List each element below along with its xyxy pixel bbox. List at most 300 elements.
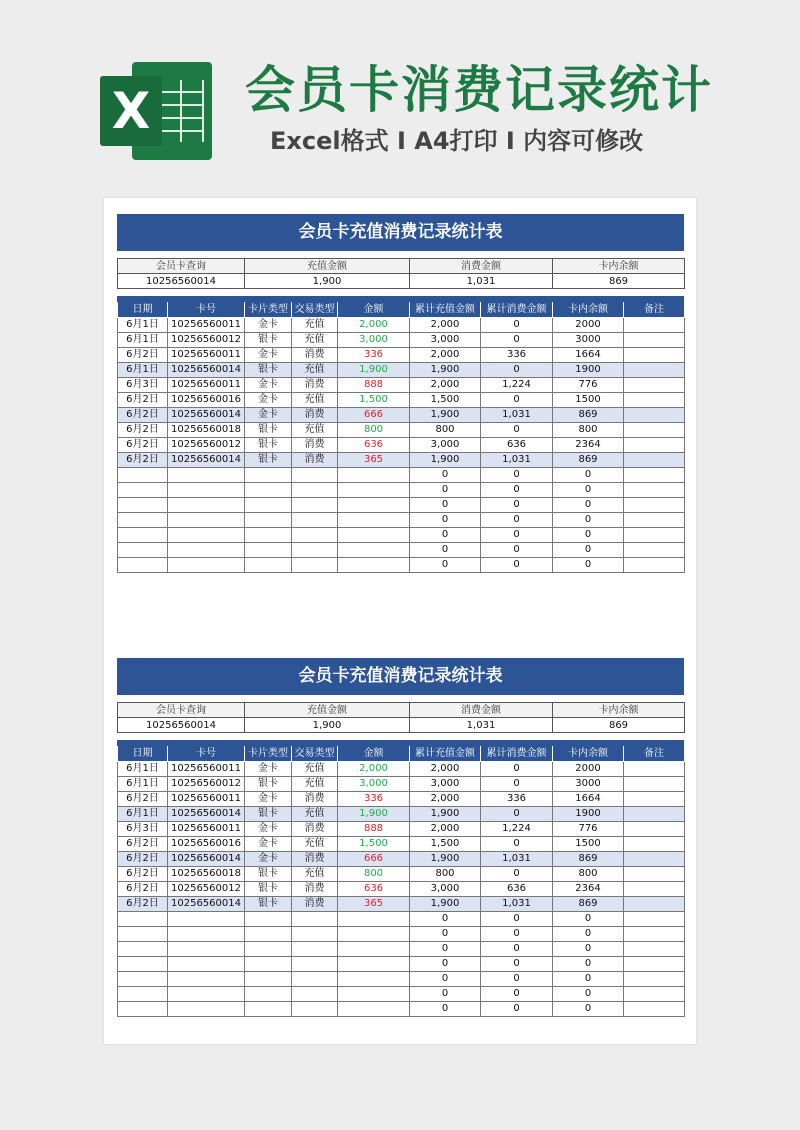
cell-date[interactable]: 6月2日 [118,392,168,407]
cell-amount[interactable]: 2,000 [338,317,410,332]
cell-date[interactable] [118,941,168,956]
cell-amount[interactable]: 1,500 [338,392,410,407]
cell-total-charge[interactable]: 1,900 [410,452,481,467]
cell-remark[interactable] [624,791,685,806]
cell-date[interactable]: 6月2日 [118,407,168,422]
cell-date[interactable]: 6月2日 [118,791,168,806]
cell-total-spend[interactable]: 0 [481,986,553,1001]
cell-transaction-type[interactable] [292,467,338,482]
cell-card-type[interactable]: 银卡 [245,881,292,896]
cell-date[interactable]: 6月2日 [118,881,168,896]
cell-total-spend[interactable]: 0 [481,362,553,377]
cell-transaction-type[interactable]: 消费 [292,881,338,896]
cell-amount[interactable] [338,512,410,527]
cell-card-type[interactable]: 金卡 [245,317,292,332]
cell-total-charge[interactable]: 2,000 [410,317,481,332]
cell-amount[interactable]: 1,500 [338,836,410,851]
cell-balance[interactable]: 869 [553,896,624,911]
cell-total-spend[interactable]: 636 [481,437,553,452]
cell-balance[interactable]: 2364 [553,881,624,896]
cell-balance[interactable]: 0 [553,542,624,557]
cell-amount[interactable]: 365 [338,452,410,467]
cell-transaction-type[interactable]: 充值 [292,317,338,332]
cell-remark[interactable] [624,941,685,956]
cell-amount[interactable]: 3,000 [338,776,410,791]
cell-card-type[interactable]: 金卡 [245,761,292,776]
cell-balance[interactable]: 0 [553,497,624,512]
cell-total-spend[interactable]: 0 [481,392,553,407]
cell-card-type[interactable] [245,971,292,986]
cell-total-spend[interactable]: 0 [481,941,553,956]
cell-card-type[interactable] [245,557,292,572]
cell-card-number[interactable]: 10256560012 [168,881,245,896]
cell-total-spend[interactable]: 0 [481,542,553,557]
cell-transaction-type[interactable] [292,497,338,512]
cell-amount[interactable]: 800 [338,422,410,437]
cell-card-type[interactable]: 银卡 [245,332,292,347]
cell-card-type[interactable]: 金卡 [245,821,292,836]
cell-date[interactable] [118,557,168,572]
cell-card-type[interactable] [245,1001,292,1016]
cell-date[interactable]: 6月1日 [118,776,168,791]
cell-card-number[interactable] [168,542,245,557]
cell-amount[interactable] [338,926,410,941]
cell-card-number[interactable] [168,941,245,956]
cell-amount[interactable]: 636 [338,881,410,896]
cell-card-type[interactable]: 金卡 [245,791,292,806]
cell-date[interactable]: 6月2日 [118,437,168,452]
cell-date[interactable] [118,527,168,542]
cell-date[interactable]: 6月1日 [118,761,168,776]
cell-card-type[interactable]: 金卡 [245,392,292,407]
cell-balance[interactable]: 2000 [553,761,624,776]
cell-total-charge[interactable]: 0 [410,527,481,542]
cell-amount[interactable]: 336 [338,791,410,806]
cell-total-spend[interactable]: 0 [481,557,553,572]
cell-card-number[interactable]: 10256560011 [168,791,245,806]
cell-balance[interactable]: 776 [553,377,624,392]
cell-transaction-type[interactable]: 消费 [292,452,338,467]
cell-total-charge[interactable]: 0 [410,557,481,572]
cell-date[interactable]: 6月2日 [118,452,168,467]
cell-total-charge[interactable]: 2,000 [410,377,481,392]
cell-total-charge[interactable]: 3,000 [410,776,481,791]
cell-total-charge[interactable]: 0 [410,941,481,956]
cell-total-charge[interactable]: 1,900 [410,362,481,377]
cell-total-spend[interactable]: 0 [481,422,553,437]
cell-card-number[interactable] [168,557,245,572]
cell-total-charge[interactable]: 3,000 [410,881,481,896]
cell-card-type[interactable] [245,956,292,971]
cell-amount[interactable]: 666 [338,407,410,422]
cell-card-type[interactable]: 银卡 [245,362,292,377]
cell-balance[interactable]: 0 [553,911,624,926]
cell-remark[interactable] [624,392,685,407]
cell-card-type[interactable]: 银卡 [245,806,292,821]
cell-total-spend[interactable]: 0 [481,527,553,542]
cell-total-spend[interactable]: 0 [481,806,553,821]
cell-transaction-type[interactable] [292,512,338,527]
cell-remark[interactable] [624,896,685,911]
cell-card-number[interactable]: 10256560012 [168,332,245,347]
cell-balance[interactable]: 800 [553,422,624,437]
cell-transaction-type[interactable]: 消费 [292,437,338,452]
cell-date[interactable]: 6月2日 [118,866,168,881]
cell-transaction-type[interactable] [292,542,338,557]
cell-transaction-type[interactable]: 消费 [292,347,338,362]
cell-total-charge[interactable]: 1,900 [410,806,481,821]
cell-total-spend[interactable]: 0 [481,497,553,512]
cell-card-number[interactable]: 10256560014 [168,407,245,422]
cell-date[interactable]: 6月1日 [118,362,168,377]
cell-total-charge[interactable]: 0 [410,512,481,527]
cell-balance[interactable]: 1664 [553,791,624,806]
cell-amount[interactable] [338,482,410,497]
cell-card-type[interactable] [245,467,292,482]
cell-total-charge[interactable]: 3,000 [410,437,481,452]
cell-date[interactable] [118,542,168,557]
cell-transaction-type[interactable] [292,956,338,971]
cell-date[interactable] [118,497,168,512]
cell-total-charge[interactable]: 0 [410,542,481,557]
cell-total-charge[interactable]: 2,000 [410,761,481,776]
cell-card-number[interactable]: 10256560012 [168,437,245,452]
cell-total-spend[interactable]: 1,031 [481,851,553,866]
cell-remark[interactable] [624,851,685,866]
cell-date[interactable]: 6月2日 [118,896,168,911]
cell-total-charge[interactable]: 800 [410,866,481,881]
cell-remark[interactable] [624,926,685,941]
cell-total-spend[interactable]: 0 [481,776,553,791]
cell-total-spend[interactable]: 0 [481,956,553,971]
cell-amount[interactable]: 3,000 [338,332,410,347]
cell-amount[interactable] [338,956,410,971]
cell-amount[interactable]: 336 [338,347,410,362]
cell-remark[interactable] [624,821,685,836]
cell-card-number[interactable] [168,986,245,1001]
cell-total-spend[interactable]: 1,031 [481,452,553,467]
cell-card-number[interactable] [168,971,245,986]
cell-total-spend[interactable]: 0 [481,1001,553,1016]
cell-card-number[interactable] [168,956,245,971]
cell-transaction-type[interactable]: 充值 [292,392,338,407]
cell-total-charge[interactable]: 3,000 [410,332,481,347]
cell-card-type[interactable]: 银卡 [245,422,292,437]
cell-card-number[interactable] [168,482,245,497]
cell-card-number[interactable] [168,512,245,527]
cell-remark[interactable] [624,527,685,542]
cell-balance[interactable]: 0 [553,482,624,497]
cell-date[interactable]: 6月1日 [118,806,168,821]
cell-card-number[interactable] [168,926,245,941]
cell-total-charge[interactable]: 1,500 [410,836,481,851]
cell-remark[interactable] [624,836,685,851]
cell-remark[interactable] [624,377,685,392]
cell-card-type[interactable] [245,941,292,956]
cell-card-number[interactable]: 10256560011 [168,377,245,392]
cell-amount[interactable] [338,467,410,482]
cell-total-charge[interactable]: 2,000 [410,347,481,362]
cell-amount[interactable] [338,1001,410,1016]
summary-card-number-input[interactable]: 10256560014 [118,274,245,289]
cell-date[interactable] [118,971,168,986]
cell-transaction-type[interactable]: 充值 [292,332,338,347]
cell-card-number[interactable]: 10256560011 [168,761,245,776]
cell-amount[interactable] [338,986,410,1001]
cell-card-type[interactable]: 金卡 [245,407,292,422]
cell-remark[interactable] [624,467,685,482]
cell-date[interactable] [118,911,168,926]
cell-total-charge[interactable]: 1,500 [410,392,481,407]
cell-total-charge[interactable]: 800 [410,422,481,437]
cell-transaction-type[interactable]: 充值 [292,761,338,776]
cell-remark[interactable] [624,557,685,572]
cell-balance[interactable]: 776 [553,821,624,836]
cell-balance[interactable]: 0 [553,527,624,542]
cell-date[interactable]: 6月1日 [118,317,168,332]
cell-amount[interactable] [338,941,410,956]
cell-total-charge[interactable]: 0 [410,482,481,497]
cell-remark[interactable] [624,437,685,452]
cell-balance[interactable]: 1664 [553,347,624,362]
cell-card-type[interactable]: 金卡 [245,851,292,866]
cell-remark[interactable] [624,347,685,362]
cell-remark[interactable] [624,407,685,422]
cell-card-type[interactable] [245,926,292,941]
cell-balance[interactable]: 2000 [553,317,624,332]
cell-total-charge[interactable]: 0 [410,467,481,482]
cell-card-type[interactable] [245,986,292,1001]
cell-total-charge[interactable]: 0 [410,986,481,1001]
cell-balance[interactable]: 0 [553,467,624,482]
cell-remark[interactable] [624,332,685,347]
cell-total-charge[interactable]: 1,900 [410,851,481,866]
cell-balance[interactable]: 800 [553,866,624,881]
cell-card-type[interactable]: 金卡 [245,836,292,851]
cell-date[interactable] [118,467,168,482]
cell-balance[interactable]: 0 [553,926,624,941]
cell-transaction-type[interactable] [292,971,338,986]
cell-balance[interactable]: 1900 [553,362,624,377]
cell-total-spend[interactable]: 0 [481,836,553,851]
cell-amount[interactable]: 636 [338,437,410,452]
cell-card-type[interactable] [245,512,292,527]
cell-total-spend[interactable]: 1,224 [481,821,553,836]
cell-date[interactable]: 6月1日 [118,332,168,347]
cell-transaction-type[interactable] [292,557,338,572]
cell-remark[interactable] [624,482,685,497]
cell-card-type[interactable]: 金卡 [245,377,292,392]
cell-amount[interactable]: 888 [338,377,410,392]
cell-card-type[interactable]: 银卡 [245,866,292,881]
cell-balance[interactable]: 1900 [553,806,624,821]
cell-remark[interactable] [624,971,685,986]
cell-balance[interactable]: 2364 [553,437,624,452]
cell-remark[interactable] [624,1001,685,1016]
cell-date[interactable] [118,986,168,1001]
cell-transaction-type[interactable] [292,527,338,542]
cell-transaction-type[interactable] [292,941,338,956]
cell-card-number[interactable] [168,1001,245,1016]
cell-remark[interactable] [624,422,685,437]
cell-balance[interactable]: 0 [553,941,624,956]
cell-transaction-type[interactable]: 充值 [292,836,338,851]
cell-card-number[interactable] [168,497,245,512]
cell-card-number[interactable]: 10256560011 [168,347,245,362]
cell-total-spend[interactable]: 0 [481,761,553,776]
cell-total-spend[interactable]: 0 [481,911,553,926]
cell-card-number[interactable]: 10256560011 [168,317,245,332]
cell-balance[interactable]: 0 [553,971,624,986]
cell-remark[interactable] [624,497,685,512]
cell-remark[interactable] [624,761,685,776]
cell-total-charge[interactable]: 1,900 [410,407,481,422]
cell-amount[interactable]: 800 [338,866,410,881]
cell-card-type[interactable]: 银卡 [245,776,292,791]
cell-card-number[interactable]: 10256560014 [168,851,245,866]
cell-date[interactable] [118,926,168,941]
cell-amount[interactable]: 1,900 [338,362,410,377]
cell-amount[interactable] [338,557,410,572]
cell-card-number[interactable]: 10256560014 [168,452,245,467]
cell-card-type[interactable] [245,911,292,926]
cell-remark[interactable] [624,911,685,926]
cell-amount[interactable] [338,527,410,542]
cell-remark[interactable] [624,956,685,971]
cell-card-number[interactable]: 10256560018 [168,866,245,881]
cell-total-spend[interactable]: 1,031 [481,407,553,422]
cell-total-spend[interactable]: 0 [481,317,553,332]
cell-card-type[interactable]: 银卡 [245,896,292,911]
cell-date[interactable]: 6月2日 [118,422,168,437]
cell-date[interactable]: 6月3日 [118,377,168,392]
cell-total-spend[interactable]: 1,031 [481,896,553,911]
cell-card-type[interactable] [245,482,292,497]
cell-transaction-type[interactable]: 充值 [292,806,338,821]
cell-transaction-type[interactable]: 消费 [292,821,338,836]
cell-card-number[interactable]: 10256560011 [168,821,245,836]
cell-remark[interactable] [624,512,685,527]
cell-remark[interactable] [624,317,685,332]
cell-total-charge[interactable]: 0 [410,497,481,512]
cell-date[interactable]: 6月2日 [118,347,168,362]
cell-remark[interactable] [624,881,685,896]
cell-total-spend[interactable]: 0 [481,926,553,941]
cell-total-spend[interactable]: 0 [481,866,553,881]
cell-total-spend[interactable]: 336 [481,347,553,362]
cell-transaction-type[interactable] [292,911,338,926]
cell-card-type[interactable] [245,542,292,557]
cell-card-number[interactable]: 10256560016 [168,836,245,851]
summary-card-number-input[interactable]: 10256560014 [118,718,245,733]
cell-remark[interactable] [624,452,685,467]
cell-total-charge[interactable]: 1,900 [410,896,481,911]
cell-total-charge[interactable]: 0 [410,911,481,926]
cell-total-charge[interactable]: 0 [410,971,481,986]
cell-amount[interactable] [338,911,410,926]
cell-amount[interactable] [338,497,410,512]
cell-card-number[interactable]: 10256560018 [168,422,245,437]
cell-balance[interactable]: 1500 [553,836,624,851]
cell-transaction-type[interactable]: 消费 [292,407,338,422]
cell-card-number[interactable]: 10256560016 [168,392,245,407]
cell-remark[interactable] [624,986,685,1001]
cell-card-type[interactable]: 银卡 [245,437,292,452]
cell-transaction-type[interactable]: 充值 [292,776,338,791]
cell-date[interactable]: 6月2日 [118,851,168,866]
cell-total-charge[interactable]: 2,000 [410,791,481,806]
cell-balance[interactable]: 869 [553,452,624,467]
cell-balance[interactable]: 0 [553,512,624,527]
cell-total-charge[interactable]: 2,000 [410,821,481,836]
cell-card-number[interactable] [168,911,245,926]
cell-card-number[interactable] [168,467,245,482]
cell-amount[interactable]: 666 [338,851,410,866]
cell-card-number[interactable]: 10256560012 [168,776,245,791]
cell-balance[interactable]: 869 [553,407,624,422]
cell-amount[interactable]: 2,000 [338,761,410,776]
cell-amount[interactable] [338,542,410,557]
cell-date[interactable] [118,482,168,497]
cell-transaction-type[interactable]: 充值 [292,362,338,377]
cell-card-type[interactable]: 金卡 [245,347,292,362]
cell-balance[interactable]: 0 [553,986,624,1001]
cell-amount[interactable] [338,971,410,986]
cell-amount[interactable]: 888 [338,821,410,836]
cell-total-charge[interactable]: 0 [410,926,481,941]
cell-card-number[interactable]: 10256560014 [168,806,245,821]
cell-remark[interactable] [624,362,685,377]
cell-transaction-type[interactable] [292,1001,338,1016]
cell-balance[interactable]: 0 [553,956,624,971]
cell-total-spend[interactable]: 1,224 [481,377,553,392]
cell-date[interactable] [118,1001,168,1016]
cell-card-number[interactable]: 10256560014 [168,896,245,911]
cell-total-spend[interactable]: 0 [481,971,553,986]
cell-transaction-type[interactable] [292,926,338,941]
cell-total-spend[interactable]: 0 [481,332,553,347]
cell-transaction-type[interactable]: 消费 [292,791,338,806]
cell-date[interactable]: 6月2日 [118,836,168,851]
cell-transaction-type[interactable]: 充值 [292,422,338,437]
cell-transaction-type[interactable]: 消费 [292,377,338,392]
cell-transaction-type[interactable] [292,986,338,1001]
cell-date[interactable]: 6月3日 [118,821,168,836]
cell-transaction-type[interactable]: 充值 [292,866,338,881]
cell-remark[interactable] [624,542,685,557]
cell-card-type[interactable]: 银卡 [245,452,292,467]
cell-transaction-type[interactable] [292,482,338,497]
cell-balance[interactable]: 0 [553,1001,624,1016]
cell-total-spend[interactable]: 0 [481,482,553,497]
cell-balance[interactable]: 0 [553,557,624,572]
cell-total-charge[interactable]: 0 [410,956,481,971]
cell-balance[interactable]: 3000 [553,332,624,347]
cell-card-number[interactable]: 10256560014 [168,362,245,377]
cell-remark[interactable] [624,806,685,821]
cell-balance[interactable]: 1500 [553,392,624,407]
cell-amount[interactable]: 1,900 [338,806,410,821]
cell-balance[interactable]: 3000 [553,776,624,791]
cell-transaction-type[interactable]: 消费 [292,896,338,911]
cell-remark[interactable] [624,776,685,791]
cell-card-type[interactable] [245,497,292,512]
cell-total-spend[interactable]: 0 [481,467,553,482]
cell-total-spend[interactable]: 0 [481,512,553,527]
cell-transaction-type[interactable]: 消费 [292,851,338,866]
cell-amount[interactable]: 365 [338,896,410,911]
cell-total-spend[interactable]: 636 [481,881,553,896]
